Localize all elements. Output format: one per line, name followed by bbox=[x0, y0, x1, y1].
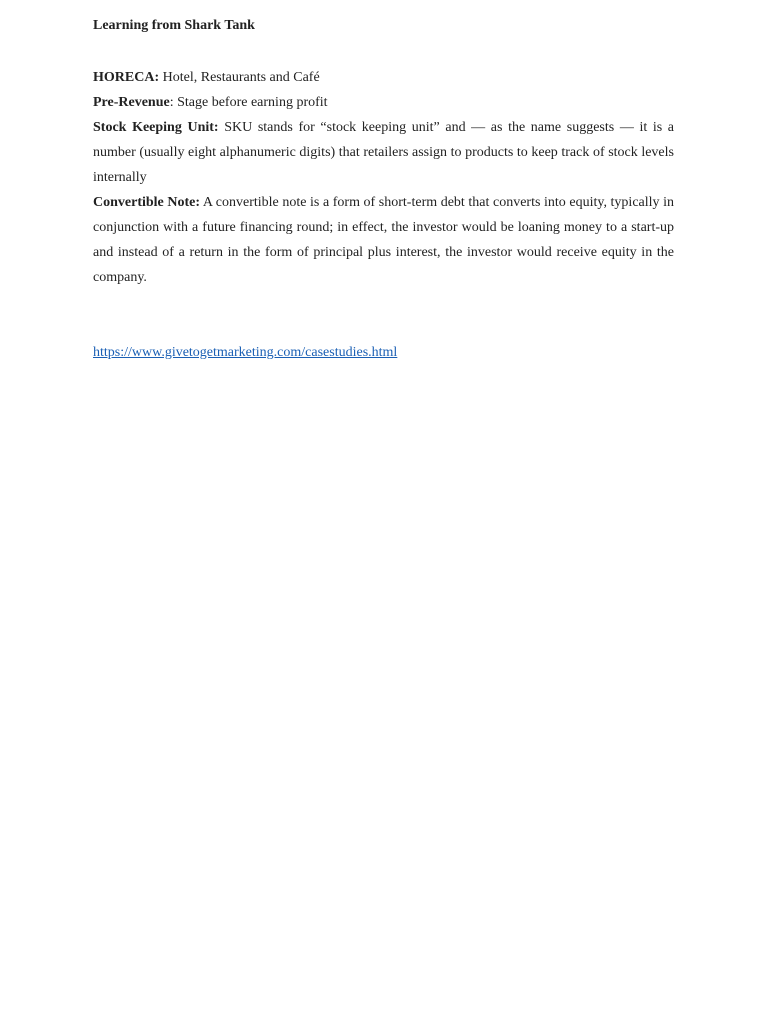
glossary-definition: A convertible note is a form of short-term debt that converts into equity, typically in conjunction with a future financing round; in effect, the investor would be loaning money to a start-up and instead of a return in the form of principal plus interest, the investor would receive equity in the company. bbox=[93, 195, 674, 285]
glossary-entry-pre-revenue bbox=[93, 90, 674, 115]
glossary-term: Convertible Note: bbox=[93, 195, 201, 210]
glossary-entry-sku bbox=[93, 115, 674, 190]
reference-link[interactable]: https://www.givetogetmarketing.com/casestudies.html bbox=[93, 345, 398, 360]
spacer bbox=[93, 290, 674, 340]
glossary-definition: Hotel, Restaurants and Café bbox=[162, 70, 320, 85]
glossary-term: Pre-Revenue bbox=[93, 95, 170, 110]
document-body bbox=[93, 15, 674, 365]
document-title: Learning from Shark Tank bbox=[93, 18, 255, 33]
glossary-term: HORECA: bbox=[93, 70, 160, 85]
glossary-entry-convertible-note bbox=[93, 190, 674, 290]
glossary-definition: : Stage before earning profit bbox=[169, 95, 328, 110]
glossary-definition: SKU stands for “stock keeping unit” and — as the name suggests — it is a number (usually eight alphanumeric digits) that retailers assign to products to keep track of stock levels internally bbox=[93, 120, 675, 185]
glossary-term: Stock Keeping Unit: bbox=[93, 120, 219, 135]
glossary-entry-horeca bbox=[93, 65, 674, 90]
